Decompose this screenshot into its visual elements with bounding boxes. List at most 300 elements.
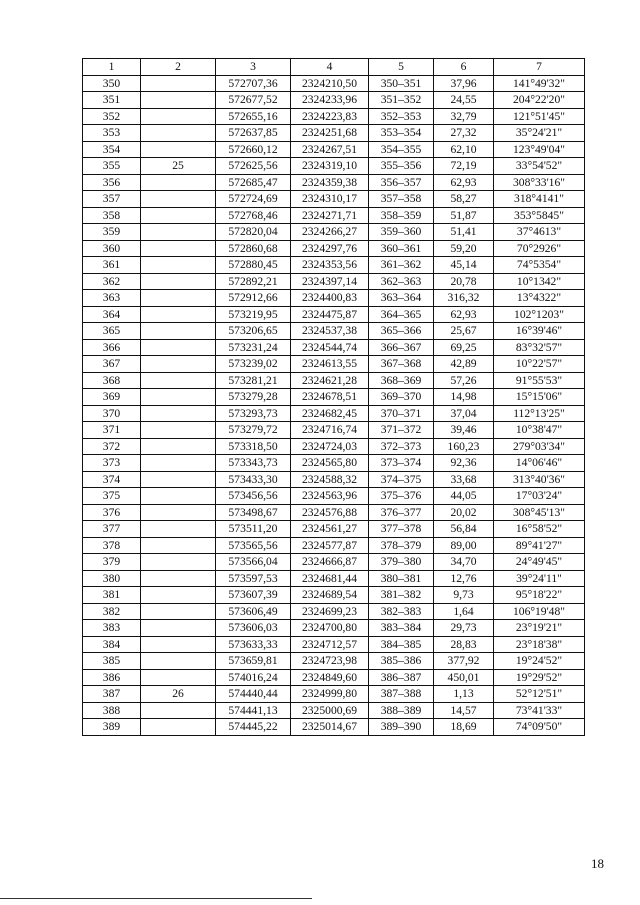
- table-cell: 27,32: [434, 125, 494, 142]
- table-cell: 2324681,44: [291, 570, 369, 587]
- table-cell: 112°13'25": [494, 405, 585, 422]
- table-cell: 2324565,80: [291, 455, 369, 472]
- table-cell: [141, 92, 216, 109]
- table-row: [83, 719, 585, 736]
- table-cell: 1,13: [434, 686, 494, 703]
- table-cell: 52°12'51": [494, 686, 585, 703]
- column-header-5: 5: [369, 59, 434, 76]
- table-row: [83, 75, 585, 92]
- table-cell: 204°22'20": [494, 92, 585, 109]
- table-cell: 2324577,87: [291, 537, 369, 554]
- table-cell: [141, 108, 216, 125]
- table-cell: 2324682,45: [291, 405, 369, 422]
- table-cell: 351–352: [369, 92, 434, 109]
- table-cell: 2324666,87: [291, 554, 369, 571]
- table-cell: 364: [83, 306, 141, 323]
- table-cell: 37°4613": [494, 224, 585, 241]
- table-cell: 359: [83, 224, 141, 241]
- table-cell: 573293,73: [216, 405, 291, 422]
- table-cell: [141, 669, 216, 686]
- table-cell: 318°4141": [494, 191, 585, 208]
- table-cell: 572707,36: [216, 75, 291, 92]
- table-cell: 375: [83, 488, 141, 505]
- table-cell: [141, 636, 216, 653]
- table-row: [83, 224, 585, 241]
- table-cell: 121°51'45": [494, 108, 585, 125]
- footer-divider: [0, 898, 312, 899]
- table-cell: 2324700,80: [291, 620, 369, 637]
- table-cell: 373–374: [369, 455, 434, 472]
- table-cell: 316,32: [434, 290, 494, 307]
- table-cell: 572660,12: [216, 141, 291, 158]
- table-cell: 572860,68: [216, 240, 291, 257]
- table-cell: 2324849,60: [291, 669, 369, 686]
- table-cell: 353°5845": [494, 207, 585, 224]
- table-cell: 2324233,96: [291, 92, 369, 109]
- table-cell: 363–364: [369, 290, 434, 307]
- table-cell: 160,23: [434, 438, 494, 455]
- table-cell: 373: [83, 455, 141, 472]
- table-cell: 308°33'16": [494, 174, 585, 191]
- table-cell: [141, 290, 216, 307]
- table-row: [83, 257, 585, 274]
- table-cell: 39,46: [434, 422, 494, 439]
- table-cell: 573231,24: [216, 339, 291, 356]
- table-cell: 95°18'22": [494, 587, 585, 604]
- table-cell: 23°18'38": [494, 636, 585, 653]
- table-cell: 573606,49: [216, 603, 291, 620]
- table-cell: 387: [83, 686, 141, 703]
- table-cell: 24,55: [434, 92, 494, 109]
- table-cell: 573318,50: [216, 438, 291, 455]
- table-cell: [141, 372, 216, 389]
- table-cell: [141, 174, 216, 191]
- table-cell: 388–389: [369, 702, 434, 719]
- column-header-3: 3: [216, 59, 291, 76]
- table-row: [83, 290, 585, 307]
- table-cell: 450,01: [434, 669, 494, 686]
- table-cell: 573659,81: [216, 653, 291, 670]
- table-cell: 572820,04: [216, 224, 291, 241]
- table-cell: 356–357: [369, 174, 434, 191]
- table-cell: 389–390: [369, 719, 434, 736]
- table-cell: [141, 323, 216, 340]
- table-cell: 2324267,51: [291, 141, 369, 158]
- table-row: [83, 521, 585, 538]
- table-cell: 356: [83, 174, 141, 191]
- table-cell: 2324723,98: [291, 653, 369, 670]
- table-cell: 378: [83, 537, 141, 554]
- table-cell: 379: [83, 554, 141, 571]
- table-cell: 2324537,38: [291, 323, 369, 340]
- table-cell: [141, 719, 216, 736]
- table-cell: 370–371: [369, 405, 434, 422]
- table-cell: 381–382: [369, 587, 434, 604]
- table-cell: 386: [83, 669, 141, 686]
- table-cell: 28,83: [434, 636, 494, 653]
- table-cell: 365: [83, 323, 141, 340]
- table-cell: 382–383: [369, 603, 434, 620]
- table-cell: 353: [83, 125, 141, 142]
- table-cell: 92,36: [434, 455, 494, 472]
- table-cell: 19°29'52": [494, 669, 585, 686]
- table-cell: 352–353: [369, 108, 434, 125]
- table-cell: 26: [141, 686, 216, 703]
- table-cell: 2324712,57: [291, 636, 369, 653]
- table-cell: 368: [83, 372, 141, 389]
- table-cell: 574445,22: [216, 719, 291, 736]
- table-cell: 19°24'52": [494, 653, 585, 670]
- table-cell: [141, 207, 216, 224]
- table-cell: 62,93: [434, 174, 494, 191]
- table-cell: 10°22'57": [494, 356, 585, 373]
- table-cell: 385–386: [369, 653, 434, 670]
- table-cell: 573633,33: [216, 636, 291, 653]
- table-cell: 372: [83, 438, 141, 455]
- table-cell: [141, 273, 216, 290]
- table-cell: 364–365: [369, 306, 434, 323]
- table-cell: 354–355: [369, 141, 434, 158]
- column-header-1: 1: [83, 59, 141, 76]
- table-cell: [141, 504, 216, 521]
- table-cell: 370: [83, 405, 141, 422]
- table-cell: 123°49'04": [494, 141, 585, 158]
- table-cell: 573343,73: [216, 455, 291, 472]
- table-cell: 359–360: [369, 224, 434, 241]
- table-cell: 377–378: [369, 521, 434, 538]
- table-cell: 2324544,74: [291, 339, 369, 356]
- table-cell: [141, 339, 216, 356]
- page-number: 18: [591, 856, 604, 871]
- table-cell: 35°24'21": [494, 125, 585, 142]
- table-cell: 2325000,69: [291, 702, 369, 719]
- table-cell: 37,96: [434, 75, 494, 92]
- table-cell: 313°40'36": [494, 471, 585, 488]
- table-cell: [141, 389, 216, 406]
- table-cell: 376–377: [369, 504, 434, 521]
- table-cell: [141, 405, 216, 422]
- table-cell: 573597,53: [216, 570, 291, 587]
- table-body: [83, 75, 585, 735]
- table-cell: 573456,56: [216, 488, 291, 505]
- table-cell: 17°03'24": [494, 488, 585, 505]
- table-row: [83, 620, 585, 637]
- table-cell: 18,69: [434, 719, 494, 736]
- table-cell: 374–375: [369, 471, 434, 488]
- table-cell: 388: [83, 702, 141, 719]
- table-row: [83, 702, 585, 719]
- table-cell: 371–372: [369, 422, 434, 439]
- table-cell: 2324613,55: [291, 356, 369, 373]
- table-row: [83, 636, 585, 653]
- table-cell: 141°49'32": [494, 75, 585, 92]
- table-cell: 33,68: [434, 471, 494, 488]
- table-cell: 15°15'06": [494, 389, 585, 406]
- table-cell: 10°1342": [494, 273, 585, 290]
- table-header-row: [83, 59, 585, 76]
- table-cell: 2324310,17: [291, 191, 369, 208]
- table-cell: 573565,56: [216, 537, 291, 554]
- table-cell: 37,04: [434, 405, 494, 422]
- table-cell: 365–366: [369, 323, 434, 340]
- table-cell: 2324724,03: [291, 438, 369, 455]
- table-cell: 572677,52: [216, 92, 291, 109]
- table-cell: 58,27: [434, 191, 494, 208]
- table-cell: 2324359,38: [291, 174, 369, 191]
- table-cell: 2324621,28: [291, 372, 369, 389]
- table-cell: 382: [83, 603, 141, 620]
- table-cell: 380: [83, 570, 141, 587]
- table-cell: 62,93: [434, 306, 494, 323]
- table-cell: 574440,44: [216, 686, 291, 703]
- table-cell: [141, 438, 216, 455]
- table-row: [83, 603, 585, 620]
- table-cell: 377: [83, 521, 141, 538]
- table-cell: 573279,28: [216, 389, 291, 406]
- table-cell: 357: [83, 191, 141, 208]
- table-cell: 573206,65: [216, 323, 291, 340]
- table-cell: [141, 653, 216, 670]
- table-row: [83, 653, 585, 670]
- table-cell: 573498,67: [216, 504, 291, 521]
- table-cell: 2324561,27: [291, 521, 369, 538]
- table-cell: [141, 488, 216, 505]
- table-row: [83, 422, 585, 439]
- table-cell: [141, 356, 216, 373]
- table-row: [83, 669, 585, 686]
- table-cell: 91°55'53": [494, 372, 585, 389]
- table-cell: 74°09'50": [494, 719, 585, 736]
- table-cell: 386–387: [369, 669, 434, 686]
- table-cell: 14,57: [434, 702, 494, 719]
- coordinates-table: [82, 58, 585, 736]
- table-cell: 57,26: [434, 372, 494, 389]
- table-cell: 14,98: [434, 389, 494, 406]
- table-cell: 350–351: [369, 75, 434, 92]
- table-cell: 34,70: [434, 554, 494, 571]
- table-cell: 572768,46: [216, 207, 291, 224]
- table-cell: [141, 521, 216, 538]
- table-cell: 32,79: [434, 108, 494, 125]
- table-cell: 363: [83, 290, 141, 307]
- table-cell: [141, 554, 216, 571]
- table-cell: 2324251,68: [291, 125, 369, 142]
- table-row: [83, 323, 585, 340]
- table-row: [83, 372, 585, 389]
- table-cell: 374: [83, 471, 141, 488]
- column-header-4: 4: [291, 59, 369, 76]
- table-cell: 573511,20: [216, 521, 291, 538]
- table-cell: [141, 570, 216, 587]
- table-cell: 572685,47: [216, 174, 291, 191]
- table-cell: 383–384: [369, 620, 434, 637]
- table-cell: 51,87: [434, 207, 494, 224]
- table-cell: 25,67: [434, 323, 494, 340]
- table-row: [83, 207, 585, 224]
- table-cell: 69,25: [434, 339, 494, 356]
- table-cell: 42,89: [434, 356, 494, 373]
- table-cell: [141, 125, 216, 142]
- table-row: [83, 273, 585, 290]
- table-cell: 89,00: [434, 537, 494, 554]
- table-cell: 358–359: [369, 207, 434, 224]
- table-row: [83, 587, 585, 604]
- table-cell: 572892,21: [216, 273, 291, 290]
- table-cell: 350: [83, 75, 141, 92]
- table-cell: 106°19'48": [494, 603, 585, 620]
- table-cell: 573239,02: [216, 356, 291, 373]
- table-row: [83, 191, 585, 208]
- table-cell: 29,73: [434, 620, 494, 637]
- table-cell: 2324400,83: [291, 290, 369, 307]
- table-cell: 39°24'11": [494, 570, 585, 587]
- table-cell: 2324563,96: [291, 488, 369, 505]
- table-cell: 573281,21: [216, 372, 291, 389]
- table-cell: [141, 75, 216, 92]
- table-cell: [141, 257, 216, 274]
- table-cell: 2324297,76: [291, 240, 369, 257]
- table-cell: 2324223,83: [291, 108, 369, 125]
- table-cell: 62,10: [434, 141, 494, 158]
- table-cell: [141, 224, 216, 241]
- table-cell: 2324319,10: [291, 158, 369, 175]
- table-cell: 89°41'27": [494, 537, 585, 554]
- table-cell: 2324678,51: [291, 389, 369, 406]
- table-cell: 308°45'13": [494, 504, 585, 521]
- table-cell: 12,76: [434, 570, 494, 587]
- table-cell: 367: [83, 356, 141, 373]
- table-cell: 279°03'34": [494, 438, 585, 455]
- table-cell: 2324999,80: [291, 686, 369, 703]
- table-cell: 59,20: [434, 240, 494, 257]
- table-cell: 574441,13: [216, 702, 291, 719]
- table-cell: 366: [83, 339, 141, 356]
- table-cell: 2324716,74: [291, 422, 369, 439]
- table-cell: 378–379: [369, 537, 434, 554]
- table-cell: 20,02: [434, 504, 494, 521]
- table-cell: 2324689,54: [291, 587, 369, 604]
- table-cell: 385: [83, 653, 141, 670]
- table-cell: 380–381: [369, 570, 434, 587]
- table-row: [83, 141, 585, 158]
- table-cell: 376: [83, 504, 141, 521]
- table-cell: 2325014,67: [291, 719, 369, 736]
- table-cell: 2324266,27: [291, 224, 369, 241]
- table-cell: 352: [83, 108, 141, 125]
- table-cell: 2324588,32: [291, 471, 369, 488]
- table-cell: 70°2926": [494, 240, 585, 257]
- table-row: [83, 356, 585, 373]
- table-row: [83, 471, 585, 488]
- table-cell: 362–363: [369, 273, 434, 290]
- table-cell: 573279,72: [216, 422, 291, 439]
- table-row: [83, 488, 585, 505]
- table-cell: 20,78: [434, 273, 494, 290]
- table-row: [83, 240, 585, 257]
- table-cell: 573566,04: [216, 554, 291, 571]
- table-row: [83, 174, 585, 191]
- table-cell: [141, 620, 216, 637]
- table-row: [83, 92, 585, 109]
- table-cell: [141, 537, 216, 554]
- column-header-6: 6: [434, 59, 494, 76]
- table-cell: 369: [83, 389, 141, 406]
- table-cell: 2324271,71: [291, 207, 369, 224]
- table-row: [83, 438, 585, 455]
- table-cell: 1,64: [434, 603, 494, 620]
- table-cell: 16°58'52": [494, 521, 585, 538]
- table-cell: 358: [83, 207, 141, 224]
- table-row: [83, 537, 585, 554]
- table-cell: 45,14: [434, 257, 494, 274]
- table-cell: 572655,16: [216, 108, 291, 125]
- table-cell: 355: [83, 158, 141, 175]
- table-cell: 573606,03: [216, 620, 291, 637]
- table-cell: 354: [83, 141, 141, 158]
- table-cell: 14°06'46": [494, 455, 585, 472]
- table-cell: [141, 191, 216, 208]
- table-cell: [141, 455, 216, 472]
- table-cell: [141, 702, 216, 719]
- table-cell: 573607,39: [216, 587, 291, 604]
- table-row: [83, 125, 585, 142]
- table-cell: 74°5354": [494, 257, 585, 274]
- table-cell: 16°39'46": [494, 323, 585, 340]
- table-cell: 384: [83, 636, 141, 653]
- table-cell: 102°1203": [494, 306, 585, 323]
- table-cell: 362: [83, 273, 141, 290]
- table-cell: 24°49'45": [494, 554, 585, 571]
- table-cell: 369–370: [369, 389, 434, 406]
- table-row: [83, 570, 585, 587]
- table-cell: 2324397,14: [291, 273, 369, 290]
- table-cell: [141, 141, 216, 158]
- table-cell: 367–368: [369, 356, 434, 373]
- table-row: [83, 455, 585, 472]
- table-cell: 572625,56: [216, 158, 291, 175]
- table-cell: 44,05: [434, 488, 494, 505]
- table-cell: 355–356: [369, 158, 434, 175]
- table-row: [83, 339, 585, 356]
- table-row: [83, 405, 585, 422]
- table-cell: 361–362: [369, 257, 434, 274]
- table-cell: 13°4322": [494, 290, 585, 307]
- column-header-2: 2: [141, 59, 216, 76]
- table-cell: 33°54'52": [494, 158, 585, 175]
- table-cell: 72,19: [434, 158, 494, 175]
- table-cell: [141, 603, 216, 620]
- table-cell: 51,41: [434, 224, 494, 241]
- table-cell: 381: [83, 587, 141, 604]
- table-cell: 2324210,50: [291, 75, 369, 92]
- column-header-7: 7: [494, 59, 585, 76]
- table-cell: 353–354: [369, 125, 434, 142]
- table-cell: 383: [83, 620, 141, 637]
- table-cell: 572637,85: [216, 125, 291, 142]
- table-cell: 83°32'57": [494, 339, 585, 356]
- table-cell: 387–388: [369, 686, 434, 703]
- table-cell: 572724,69: [216, 191, 291, 208]
- table-row: [83, 306, 585, 323]
- table-cell: 2324699,23: [291, 603, 369, 620]
- table-cell: [141, 240, 216, 257]
- table-cell: 357–358: [369, 191, 434, 208]
- table-row: [83, 158, 585, 175]
- table-cell: 377,92: [434, 653, 494, 670]
- table-cell: 23°19'21": [494, 620, 585, 637]
- table-cell: 379–380: [369, 554, 434, 571]
- table-cell: 572880,45: [216, 257, 291, 274]
